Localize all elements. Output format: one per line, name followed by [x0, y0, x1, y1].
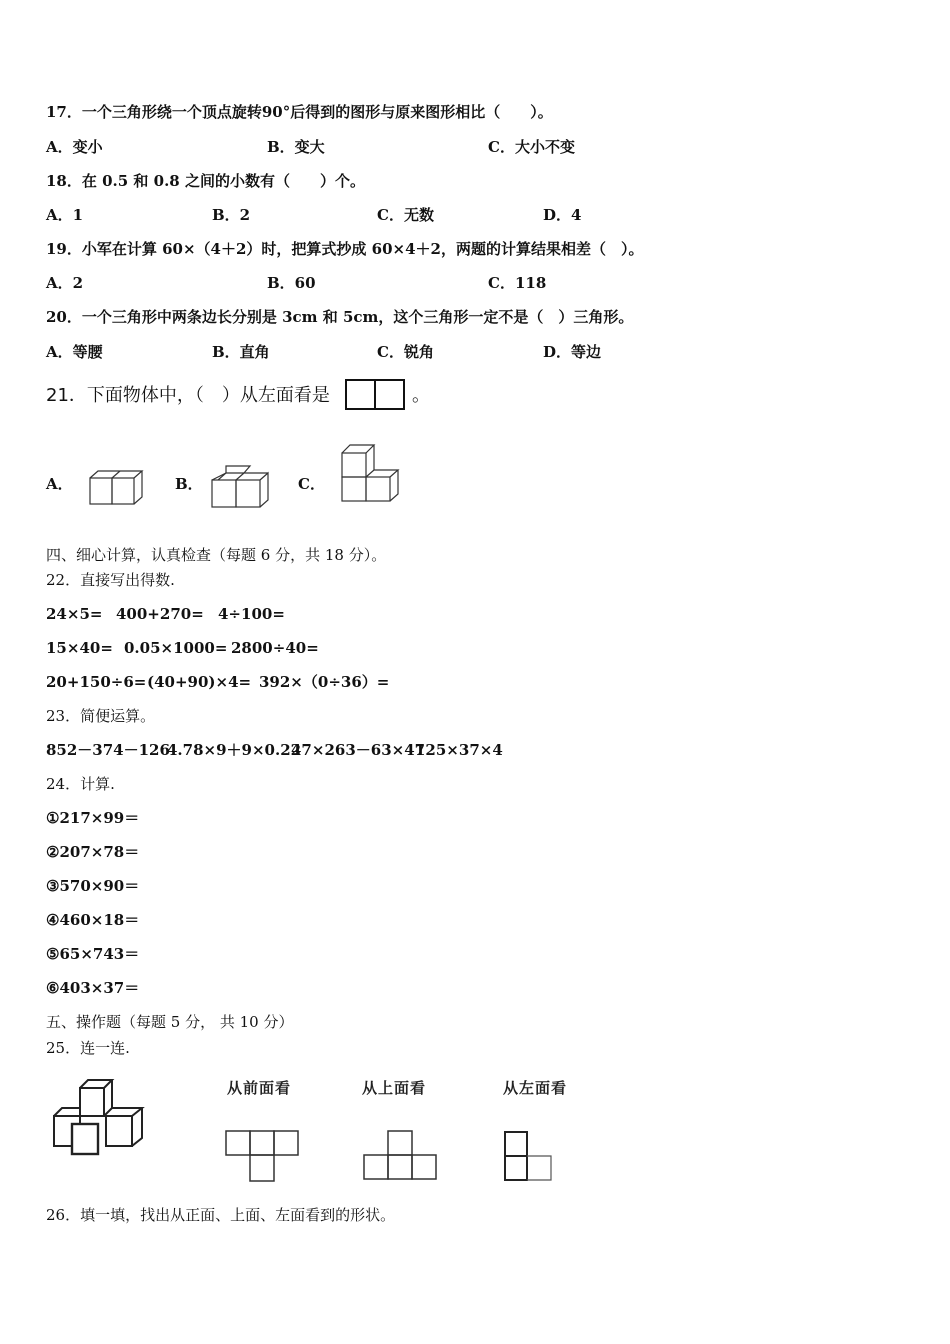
q24-item-5: ⑤65×743＝: [46, 945, 140, 963]
q25-solid-figure: [50, 1078, 156, 1158]
section-5-heading: 五、操作题（每题 5 分， 共 10 分）: [46, 1013, 294, 1031]
q19-stem: 19．小军在计算 60×（4＋2）时，把算式抄成 60×4＋2，两题的计算结果相差（ ）。: [46, 240, 644, 258]
q20-stem: 20．一个三角形中两条边长分别是 3cm 和 5cm，这个三角形一定不是（ ）三角形。: [46, 308, 634, 326]
q22-r1-c1: 24×5=: [46, 605, 103, 623]
q25-label-top: 从上面看: [362, 1079, 427, 1097]
q24-stem: 24．计算.: [46, 775, 115, 793]
q24-item-3: ③570×90＝: [46, 877, 140, 895]
q25-view-inverted-t-shape: [362, 1130, 440, 1182]
q17-stem: 17．一个三角形绕一个顶点旋转90°后得到的图形与原来图形相比（ ）。: [46, 103, 553, 121]
q19-option-b: B．60: [267, 274, 316, 292]
q24-item-2: ②207×78＝: [46, 843, 140, 861]
q21-option-c: C．: [298, 475, 325, 493]
q21-cube-figure-b: [210, 462, 274, 510]
q22-r1-c2: 400+270=: [116, 605, 204, 623]
q24-item-1: ①217×99＝: [46, 809, 140, 827]
q24-item-4: ④460×18＝: [46, 911, 140, 929]
q21-stem-end: 。: [412, 385, 430, 406]
two-square-view-figure: [345, 379, 407, 411]
q17-option-c: C．大小不变: [488, 138, 575, 156]
q23-item-3: 47×263－63×47: [291, 741, 426, 759]
q21-cube-figure-a: [88, 468, 148, 508]
q20-option-a: A．等腰: [46, 343, 103, 361]
q22-r2-c2: 0.05×1000=: [124, 639, 228, 657]
q23-item-1: 852－374－126: [46, 741, 170, 759]
q18-option-c: C．无数: [377, 206, 434, 224]
q17-option-b: B．变大: [267, 138, 325, 156]
q20-option-b: B．直角: [212, 343, 270, 361]
q17-option-a: A．变小: [46, 138, 103, 156]
q23-stem: 23．简便运算。: [46, 707, 156, 725]
q21-option-b: B．: [175, 475, 203, 493]
q21-cube-figure-c: [340, 443, 402, 507]
q25-label-left: 从左面看: [503, 1079, 568, 1097]
q22-r3-c2: (40+90)×4=: [147, 673, 252, 691]
q22-r3-c1: 20+150÷6=: [46, 673, 147, 691]
q20-option-c: C．锐角: [377, 343, 434, 361]
section-4-heading: 四、细心计算，认真检查（每题 6 分，共 18 分）。: [46, 546, 387, 564]
q22-r2-c1: 15×40=: [46, 639, 113, 657]
q25-view-l-shape: [503, 1130, 555, 1184]
q23-item-2: 4.78×9＋9×0.22: [167, 741, 302, 759]
q18-option-a: A．1: [46, 206, 84, 224]
q18-option-d: D．4: [543, 206, 582, 224]
q23-item-4: 125×37×4: [415, 741, 503, 759]
q21-stem: 21．下面物体中，（ ）从左面看是: [46, 385, 330, 406]
q22-r2-c3: 2800÷40=: [231, 639, 319, 657]
q24-item-6: ⑥403×37＝: [46, 979, 140, 997]
q18-option-b: B．2: [212, 206, 251, 224]
q22-r3-c3: 392×（0÷36）=: [259, 673, 390, 691]
q25-label-front: 从前面看: [227, 1079, 292, 1097]
q25-view-t-shape: [225, 1130, 301, 1184]
q25-stem: 25．连一连.: [46, 1039, 130, 1057]
q26-stem: 26．填一填，找出从正面、上面、左面看到的形状。: [46, 1206, 396, 1224]
q22-r1-c3: 4÷100=: [218, 605, 285, 623]
q19-option-c: C．118: [488, 274, 547, 292]
q21-option-a: A．: [46, 475, 73, 493]
q22-stem: 22．直接写出得数.: [46, 571, 175, 589]
q19-option-a: A．2: [46, 274, 84, 292]
q18-stem: 18．在 0.5 和 0.8 之间的小数有（ ）个。: [46, 172, 365, 190]
q20-option-d: D．等边: [543, 343, 602, 361]
